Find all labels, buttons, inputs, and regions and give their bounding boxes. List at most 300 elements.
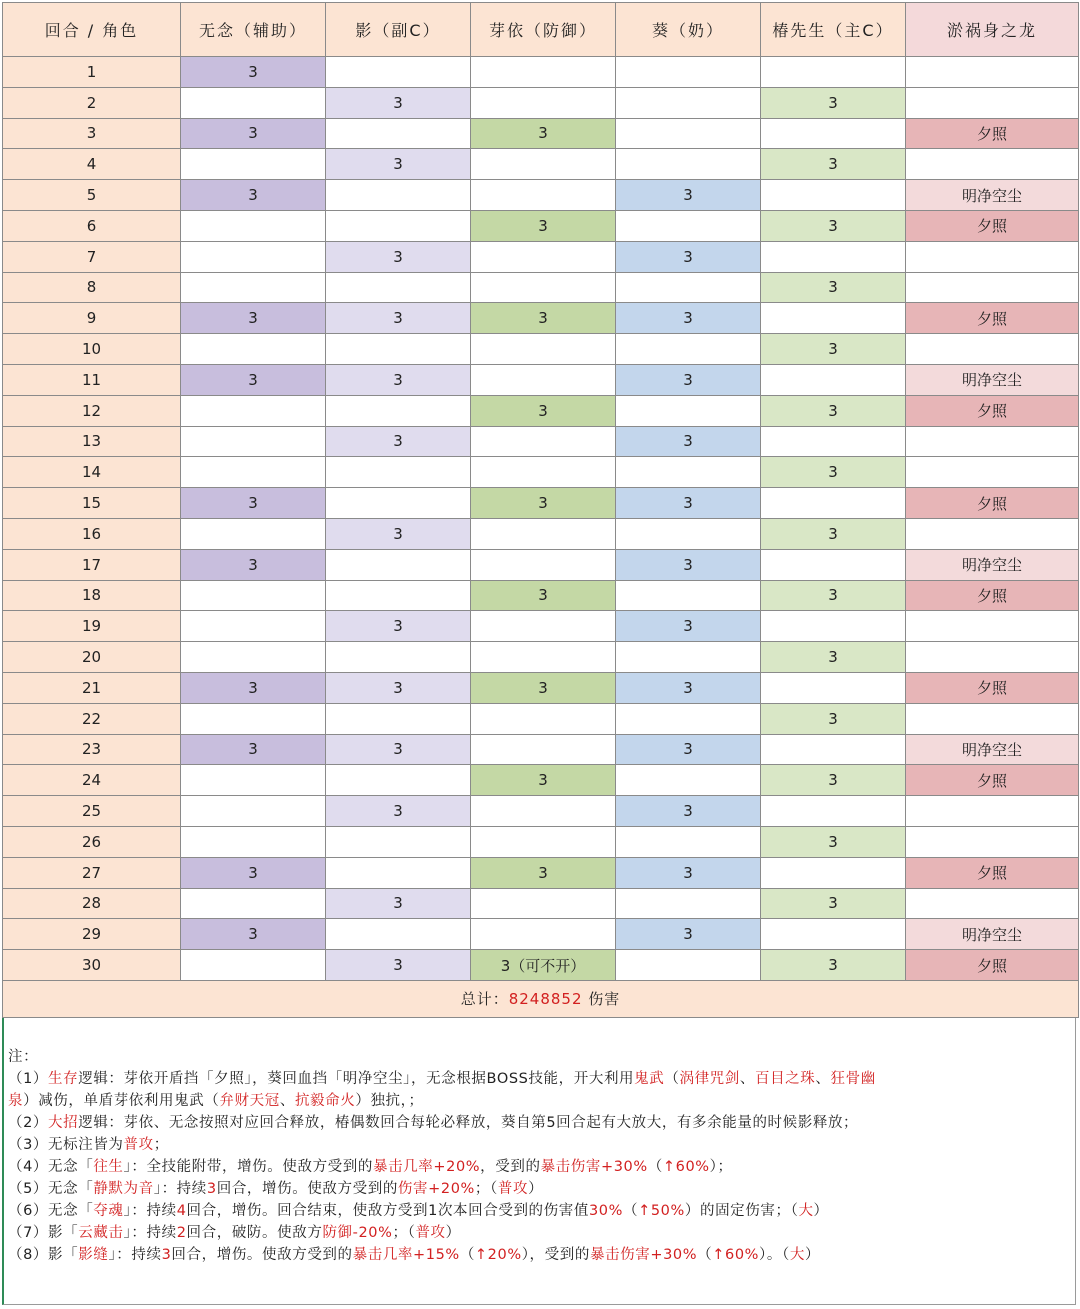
wunian-cell <box>181 611 326 642</box>
wunian-cell: 3 <box>181 57 326 88</box>
kui-cell <box>616 826 761 857</box>
kui-cell <box>616 272 761 303</box>
chun-cell <box>761 919 906 950</box>
kui-cell: 3 <box>616 672 761 703</box>
chun-cell <box>761 857 906 888</box>
wunian-cell <box>181 765 326 796</box>
kui-cell: 3 <box>616 241 761 272</box>
chun-cell <box>761 488 906 519</box>
note-text: （7）影「 <box>8 1225 79 1241</box>
wunian-cell <box>181 796 326 827</box>
chun-cell: 3 <box>761 518 906 549</box>
notes-title: 注： <box>8 1049 39 1065</box>
note-text: 回合，破防。使敌方 <box>186 1225 323 1241</box>
round-number: 19 <box>3 611 181 642</box>
note-highlight: 防御-20% <box>322 1225 393 1241</box>
note-text: 、 <box>279 1093 295 1109</box>
notes-lines <box>8 1068 1071 1266</box>
ying-cell <box>326 180 471 211</box>
round-number: 23 <box>3 734 181 765</box>
ying-cell: 3 <box>326 426 471 457</box>
round-number: 25 <box>3 796 181 827</box>
note-highlight: 抗毅命火 <box>294 1093 356 1109</box>
boss-cell <box>906 426 1079 457</box>
note-line <box>8 1244 1071 1266</box>
chun-cell: 3 <box>761 210 906 241</box>
round-number: 26 <box>3 826 181 857</box>
ying-cell: 3 <box>326 950 471 981</box>
boss-cell: 夕照 <box>906 488 1079 519</box>
boss-cell: 明净空尘 <box>906 919 1079 950</box>
note-text: （3）无标注皆为 <box>8 1137 124 1153</box>
table-row <box>3 549 1079 580</box>
note-highlight: 普攻 <box>497 1181 529 1197</box>
kui-cell: 3 <box>616 796 761 827</box>
ying-cell: 3 <box>326 611 471 642</box>
boss-cell: 夕照 <box>906 395 1079 426</box>
yayi-cell: 3 <box>471 488 616 519</box>
note-line <box>8 1090 1071 1112</box>
boss-cell: 夕照 <box>906 303 1079 334</box>
wunian-cell: 3 <box>181 734 326 765</box>
note-highlight: 4 <box>176 1203 187 1219</box>
kui-cell <box>616 703 761 734</box>
chun-cell: 3 <box>761 888 906 919</box>
chun-cell: 3 <box>761 950 906 981</box>
chun-cell: 3 <box>761 334 906 365</box>
round-number: 29 <box>3 919 181 950</box>
table-row <box>3 457 1079 488</box>
round-number: 28 <box>3 888 181 919</box>
kui-cell: 3 <box>616 919 761 950</box>
table-row <box>3 765 1079 796</box>
boss-cell <box>906 703 1079 734</box>
kui-cell <box>616 765 761 796</box>
round-number: 22 <box>3 703 181 734</box>
boss-cell: 夕照 <box>906 580 1079 611</box>
note-text: 回合，增伤。使敌方受到的 <box>171 1247 353 1263</box>
boss-cell: 夕照 <box>906 672 1079 703</box>
note-text: （ <box>697 1247 713 1263</box>
ying-cell <box>326 210 471 241</box>
yayi-cell <box>471 87 616 118</box>
note-text: ） <box>804 1247 821 1263</box>
note-text: ），受到的 <box>521 1247 590 1263</box>
table-row <box>3 364 1079 395</box>
chun-cell <box>761 611 906 642</box>
boss-cell: 夕照 <box>906 765 1079 796</box>
note-text: 」：全技能附带，增伤。使敌方受到的 <box>123 1159 373 1175</box>
wunian-cell <box>181 950 326 981</box>
wunian-cell <box>181 395 326 426</box>
table-row <box>3 642 1079 673</box>
chun-cell <box>761 303 906 334</box>
boss-cell <box>906 642 1079 673</box>
yayi-cell <box>471 57 616 88</box>
wunian-cell <box>181 334 326 365</box>
ying-cell <box>326 549 471 580</box>
boss-cell <box>906 888 1079 919</box>
yayi-cell: 3 <box>471 580 616 611</box>
total-row <box>3 980 1079 1017</box>
table-row <box>3 57 1079 88</box>
ying-cell <box>326 703 471 734</box>
note-highlight: 静默为音 <box>93 1181 154 1197</box>
kui-cell <box>616 210 761 241</box>
chun-cell <box>761 672 906 703</box>
note-text: ）。（ <box>759 1247 790 1263</box>
table-row <box>3 241 1079 272</box>
kui-cell: 3 <box>616 734 761 765</box>
note-highlight: 伤害+20% <box>397 1181 475 1197</box>
yayi-cell <box>471 642 616 673</box>
ying-cell <box>326 919 471 950</box>
ying-cell <box>326 765 471 796</box>
note-highlight: 鬼武 <box>634 1071 665 1087</box>
note-highlight: 普攻 <box>415 1225 446 1241</box>
round-number: 14 <box>3 457 181 488</box>
note-text: （ <box>647 1159 663 1175</box>
yayi-cell <box>471 334 616 365</box>
yayi-cell <box>471 826 616 857</box>
table-row <box>3 303 1079 334</box>
boss-cell: 明净空尘 <box>906 364 1079 395</box>
note-text: 、 <box>739 1071 755 1087</box>
note-highlight: 大 <box>798 1203 814 1219</box>
yayi-cell: 3 <box>471 672 616 703</box>
table-row <box>3 149 1079 180</box>
ying-cell: 3 <box>326 888 471 919</box>
wunian-cell: 3 <box>181 549 326 580</box>
table-row <box>3 426 1079 457</box>
yayi-cell <box>471 611 616 642</box>
note-highlight: 2 <box>176 1225 187 1241</box>
yayi-cell <box>471 919 616 950</box>
note-text: 回合，增伤。使敌方受到的 <box>216 1181 398 1197</box>
table-row <box>3 826 1079 857</box>
ying-cell <box>326 334 471 365</box>
kui-cell: 3 <box>616 611 761 642</box>
note-highlight: 云藏击 <box>78 1225 124 1241</box>
yayi-cell <box>471 703 616 734</box>
kui-cell <box>616 149 761 180</box>
ying-cell <box>326 118 471 149</box>
note-highlight: 往生 <box>93 1159 124 1175</box>
boss-cell <box>906 334 1079 365</box>
table-row <box>3 87 1079 118</box>
table-row <box>3 611 1079 642</box>
note-highlight: 生存 <box>48 1071 79 1087</box>
ying-cell <box>326 857 471 888</box>
boss-cell <box>906 272 1079 303</box>
ying-cell <box>326 457 471 488</box>
ying-cell: 3 <box>326 303 471 334</box>
note-text: （2） <box>8 1115 49 1131</box>
kui-cell <box>616 950 761 981</box>
note-highlight: 大 <box>789 1247 805 1263</box>
wunian-cell: 3 <box>181 303 326 334</box>
table-row <box>3 180 1079 211</box>
note-text: ； <box>153 1137 169 1153</box>
yayi-cell <box>471 180 616 211</box>
note-text: ）； <box>709 1159 733 1175</box>
round-number: 15 <box>3 488 181 519</box>
table-row <box>3 672 1079 703</box>
wunian-cell: 3 <box>181 118 326 149</box>
round-number: 16 <box>3 518 181 549</box>
ying-cell <box>326 580 471 611</box>
note-highlight: 30% <box>588 1203 623 1219</box>
table-row <box>3 796 1079 827</box>
table-row <box>3 210 1079 241</box>
kui-cell <box>616 642 761 673</box>
kui-cell <box>616 57 761 88</box>
round-number: 21 <box>3 672 181 703</box>
wunian-cell <box>181 826 326 857</box>
note-highlight: 狂骨幽 <box>830 1071 876 1087</box>
kui-cell: 3 <box>616 426 761 457</box>
chun-cell: 3 <box>761 457 906 488</box>
yayi-cell <box>471 149 616 180</box>
kui-cell <box>616 118 761 149</box>
yayi-cell: 3 <box>471 395 616 426</box>
note-text: （6）无念「 <box>8 1203 94 1219</box>
boss-cell <box>906 826 1079 857</box>
ying-cell: 3 <box>326 672 471 703</box>
note-highlight: 涡律咒剑 <box>679 1071 740 1087</box>
boss-cell <box>906 611 1079 642</box>
total-cell <box>3 980 1079 1017</box>
round-number: 1 <box>3 57 181 88</box>
chun-cell: 3 <box>761 703 906 734</box>
table-row <box>3 950 1079 981</box>
round-number: 11 <box>3 364 181 395</box>
total-value: 8248852 <box>508 990 583 1009</box>
kui-cell <box>616 457 761 488</box>
note-text: ） <box>445 1225 461 1241</box>
wunian-cell <box>181 241 326 272</box>
chun-cell: 3 <box>761 765 906 796</box>
header-chun: 椿先生（主C） <box>761 3 906 57</box>
chun-cell: 3 <box>761 826 906 857</box>
note-text: ）减伤，单盾芽依利用鬼武（ <box>23 1093 220 1109</box>
yayi-cell <box>471 272 616 303</box>
yayi-cell: 3（可不开） <box>471 950 616 981</box>
wunian-cell: 3 <box>181 857 326 888</box>
boss-cell <box>906 87 1079 118</box>
wunian-cell: 3 <box>181 488 326 519</box>
ying-cell: 3 <box>326 241 471 272</box>
round-number: 27 <box>3 857 181 888</box>
kui-cell <box>616 87 761 118</box>
round-number: 6 <box>3 210 181 241</box>
table-row <box>3 488 1079 519</box>
round-number: 30 <box>3 950 181 981</box>
note-text: ）的固定伤害；（ <box>684 1203 799 1219</box>
boss-cell <box>906 241 1079 272</box>
note-line <box>8 1068 1071 1090</box>
table-row <box>3 888 1079 919</box>
note-highlight: ↑60% <box>712 1247 760 1263</box>
wunian-cell <box>181 518 326 549</box>
note-text: （8）影「 <box>8 1247 79 1263</box>
note-text: ，受到的 <box>480 1159 541 1175</box>
ying-cell: 3 <box>326 87 471 118</box>
ying-cell: 3 <box>326 518 471 549</box>
table-row <box>3 857 1079 888</box>
note-highlight: 夺魂 <box>93 1203 124 1219</box>
ying-cell <box>326 488 471 519</box>
rotation-table <box>2 2 1079 1018</box>
note-highlight: 暴击伤害+30% <box>540 1159 648 1175</box>
chun-cell <box>761 118 906 149</box>
table-row <box>3 334 1079 365</box>
round-number: 20 <box>3 642 181 673</box>
note-highlight: 3 <box>206 1181 217 1197</box>
note-highlight: ↑60% <box>662 1159 710 1175</box>
note-text: 」：持续 <box>108 1247 162 1263</box>
kui-cell: 3 <box>616 364 761 395</box>
note-highlight: ↑20% <box>474 1247 522 1263</box>
ying-cell: 3 <box>326 149 471 180</box>
round-number: 13 <box>3 426 181 457</box>
note-line <box>8 1178 1071 1200</box>
table-row <box>3 703 1079 734</box>
round-number: 18 <box>3 580 181 611</box>
yayi-cell <box>471 457 616 488</box>
chun-cell <box>761 426 906 457</box>
table-row <box>3 734 1079 765</box>
round-number: 17 <box>3 549 181 580</box>
chun-cell <box>761 364 906 395</box>
round-number: 3 <box>3 118 181 149</box>
note-highlight: 百目之珠 <box>754 1071 816 1087</box>
boss-cell <box>906 796 1079 827</box>
kui-cell: 3 <box>616 549 761 580</box>
note-text: 」：持续 <box>123 1225 177 1241</box>
kui-cell <box>616 518 761 549</box>
round-number: 8 <box>3 272 181 303</box>
wunian-cell <box>181 87 326 118</box>
yayi-cell <box>471 888 616 919</box>
boss-cell: 夕照 <box>906 118 1079 149</box>
ying-cell: 3 <box>326 364 471 395</box>
table-row <box>3 580 1079 611</box>
boss-cell: 夕照 <box>906 210 1079 241</box>
chun-cell <box>761 57 906 88</box>
chun-cell: 3 <box>761 149 906 180</box>
wunian-cell: 3 <box>181 364 326 395</box>
table-row <box>3 118 1079 149</box>
header-round-role: 回合 / 角色 <box>3 3 181 57</box>
note-text: ；（ <box>474 1181 498 1197</box>
ying-cell <box>326 642 471 673</box>
total-unit: 伤害 <box>588 990 621 1009</box>
round-number: 10 <box>3 334 181 365</box>
boss-cell: 夕照 <box>906 950 1079 981</box>
wunian-cell <box>181 210 326 241</box>
header-yayi: 芽依（防御） <box>471 3 616 57</box>
kui-cell: 3 <box>616 303 761 334</box>
yayi-cell <box>471 364 616 395</box>
note-text: 回合，增伤。回合结束，使敌方受到1次本回合受到的伤害值 <box>186 1203 589 1219</box>
note-text: （ <box>664 1071 680 1087</box>
note-text: （ <box>459 1247 475 1263</box>
header-ying: 影（副C） <box>326 3 471 57</box>
notes-section <box>2 1018 1076 1305</box>
note-text: （4）无念「 <box>8 1159 94 1175</box>
note-text: ） <box>528 1181 544 1197</box>
note-highlight: 暴击几率+15% <box>352 1247 460 1263</box>
kui-cell: 3 <box>616 488 761 519</box>
yayi-cell <box>471 796 616 827</box>
boss-cell: 明净空尘 <box>906 734 1079 765</box>
kui-cell: 3 <box>616 857 761 888</box>
ying-cell: 3 <box>326 734 471 765</box>
chun-cell <box>761 180 906 211</box>
yayi-cell: 3 <box>471 210 616 241</box>
total-label: 总计： <box>460 990 509 1009</box>
boss-cell <box>906 149 1079 180</box>
kui-cell <box>616 580 761 611</box>
ying-cell <box>326 272 471 303</box>
chun-cell: 3 <box>761 580 906 611</box>
note-line <box>8 1112 1071 1134</box>
kui-cell <box>616 888 761 919</box>
kui-cell <box>616 395 761 426</box>
boss-cell <box>906 518 1079 549</box>
round-number: 24 <box>3 765 181 796</box>
wunian-cell <box>181 426 326 457</box>
chun-cell: 3 <box>761 642 906 673</box>
round-number: 5 <box>3 180 181 211</box>
note-text: （5）无念「 <box>8 1181 94 1197</box>
chun-cell: 3 <box>761 272 906 303</box>
table-row <box>3 919 1079 950</box>
note-highlight: 大招 <box>48 1115 79 1131</box>
chun-cell <box>761 549 906 580</box>
round-number: 2 <box>3 87 181 118</box>
header-boss: 淤祸身之龙 <box>906 3 1079 57</box>
round-number: 12 <box>3 395 181 426</box>
wunian-cell <box>181 642 326 673</box>
yayi-cell: 3 <box>471 765 616 796</box>
note-text: ） <box>813 1203 829 1219</box>
note-line <box>8 1200 1071 1222</box>
note-text: 逻辑：芽依开盾挡「夕照」，葵回血挡「明净空尘」，无念根据BOSS技能，开大利用 <box>78 1071 635 1087</box>
note-text: ；（ <box>392 1225 416 1241</box>
boss-cell: 夕照 <box>906 857 1079 888</box>
note-text: 」：持续 <box>123 1203 177 1219</box>
chun-cell <box>761 241 906 272</box>
note-text: （1） <box>8 1071 49 1087</box>
ying-cell <box>326 57 471 88</box>
yayi-cell: 3 <box>471 118 616 149</box>
kui-cell: 3 <box>616 180 761 211</box>
note-text: 」：持续 <box>153 1181 207 1197</box>
note-line <box>8 1156 1071 1178</box>
note-line <box>8 1222 1071 1244</box>
boss-cell <box>906 57 1079 88</box>
chun-cell: 3 <box>761 395 906 426</box>
table-row <box>3 395 1079 426</box>
note-highlight: 影缝 <box>78 1247 109 1263</box>
yayi-cell <box>471 549 616 580</box>
yayi-cell <box>471 241 616 272</box>
wunian-cell <box>181 272 326 303</box>
wunian-cell: 3 <box>181 180 326 211</box>
note-text: 逻辑：芽依、无念按照对应回合释放，椿偶数回合每轮必释放，葵自第5回合起有大放大，有多余能量的时候影释放； <box>78 1115 859 1131</box>
